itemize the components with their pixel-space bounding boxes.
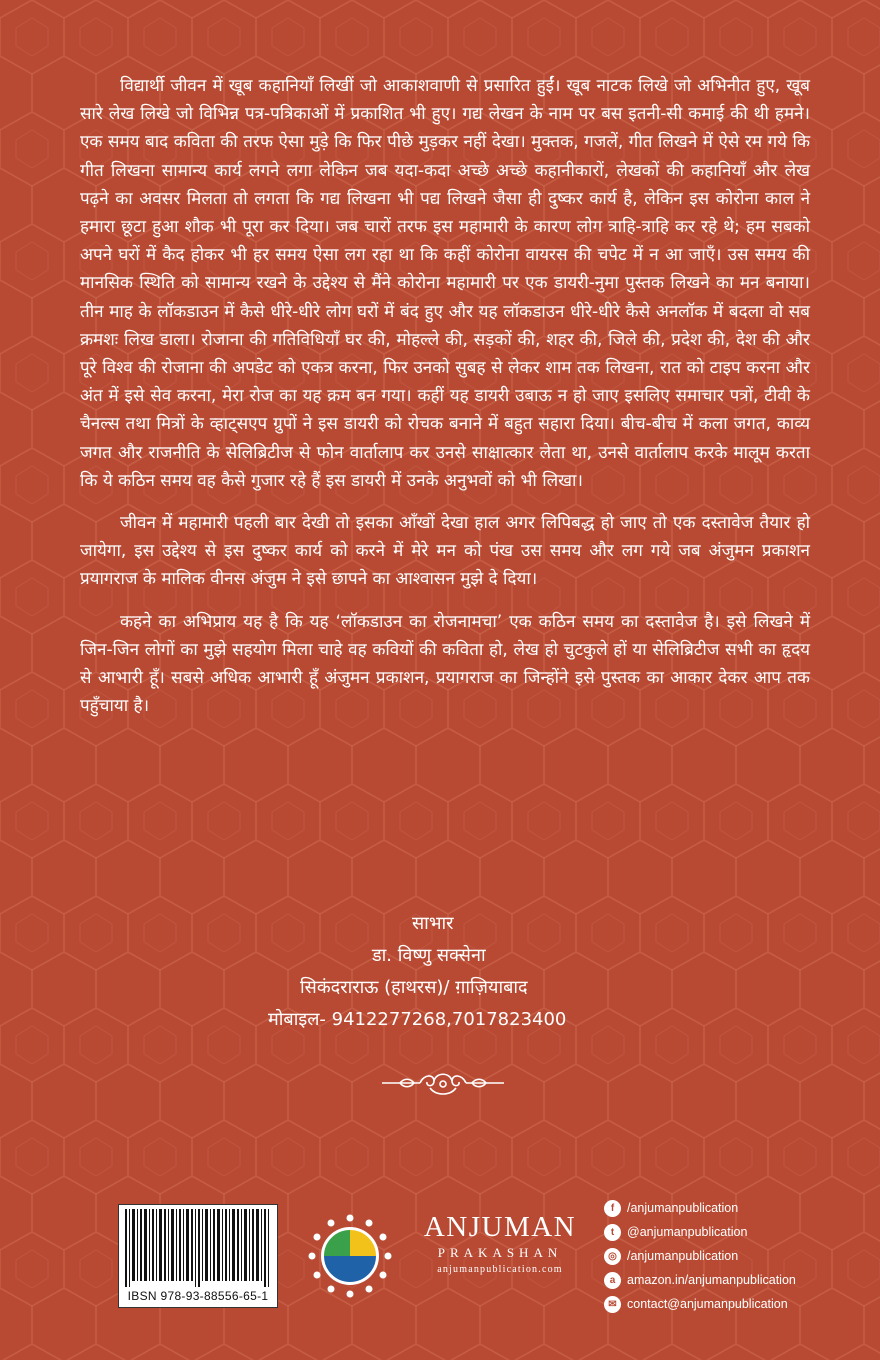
instagram-icon: ◎ (604, 1248, 621, 1265)
social-mail (604, 1292, 854, 1316)
paragraph-3: कहने का अभिप्राय यह है कि यह ‘लॉकडाउन का रोजनामचा’ एक कठिन समय का दस्तावेज है। इसे लिखने में जिन-जिन लोगों का मुझे सहयोग मिला चाहे वह कवियों की कविता हो, लेख हो चुटकुले हों या सेलिब्रिटीज सभी का हृदय से आभारी हूँ। सबसे अधिक आभारी हूँ अंजुमन प्रकाशन, प्रयागराज का जिन्होंने इसे पुस्तक का आकार देकर आप तक पहुँचाया है। (80, 611, 810, 717)
social-facebook-text: /anjumanpublication (627, 1201, 739, 1215)
signature-place: सिकंदराराऊ (हाथरस)/ ग़ाज़ियाबाद (300, 977, 528, 998)
facebook-icon: f (604, 1200, 621, 1217)
publisher-logo-icon (306, 1212, 394, 1300)
paragraph-1: विद्यार्थी जीवन में खूब कहानियाँ लिखीं जो आकाशवाणी से प्रसारित हुईं। खूब नाटक लिखे जो अभिनीत हुए, खूब सारे लेख लिखे जो विभिन्न पत्र-पत्रिकाओं में प्रकाशित भी हुए। गद्य लेखन के नाम पर बस इतनी-सी कमाई की थी हमने। एक समय बाद कविता की तरफ ऐसा मुड़े कि फिर पीछे मुड़कर नहीं देखा। मुक्तक, गजलें, गीत लिखने में ऐसे रम गये कि गीत लिखना सामान्य कार्य लगने लगा लेकिन जब यदा-कदा अच्छे अच्छे कहानीकारों, लेखकों की कहानियाँ और लेख पढ़ने का अवसर मिलता तो लगता कि गद्य लिखना भी पद्य लिखने जैसा ही दुष्कर कार्य है, लेकिन इस कोरोना काल ने हमारा छूटा हुआ शौक भी पूरा कर दिया। जब चारों तरफ इस महामारी के कारण लोग त्राहि-त्राहि कर रहे थे; हम सबको अपने घरों में कैद होकर भी हर समय ऐसा लग रहा था कि कहीं कोरोना वायरस की चपेट में न आ जाएँ। उस समय की मानसिक स्थिति को सामान्य रखने के उद्देश्य से मैंने कोरोना महामारी पर एक डायरी-नुमा पुस्तक लिखने का मन बनाया। तीन माह के लॉकडाउन में कैसे धीरे-धीरे लोग घरों में बंद हुए और यह लॉकडाउन धीरे-धीरे कैसे अनलॉक में बदला वो सब क्रमशः लिख डाला। रोजाना की गतिविधियाँ घर की, मोहल्ले की, सड़कों की, शहर की, जिले की, प्रदेश की, देश की और पूरे विश्व की रोजाना की अपडेट को एकत्र करना, फिर उनको सुबह से लेकर शाम तक लिखना, रात को टाइप करना और अंत में इसे सेव करना, मेरा रोज का यह क्रम बन गया। कहीं यह डायरी उबाऊ न हो जाए इसलिए समाचार पत्रों, टीवी के चैनल्स तथा मित्रों के व्हाट्सएप ग्रुपों ने इस डायरी को रोचक बनाने में बहुत सहारा दिया। बीच-बीच में कला जगत, काव्य जगत और राजनीति के सेलिब्रिटीज से फोन वार्तालाप कर उनसे साक्षात्कार लेता था, उनसे वार्तालाप करके मालूम करता कि ये कठिन समय वह कैसे गुजार रहे हैं इस डायरी में उनके अनुभवों को भी लिखा। (80, 76, 810, 491)
isbn-number: IBSN 978-93-88556-65-1 (127, 1289, 269, 1303)
isbn-barcode (118, 1204, 278, 1308)
mail-icon: ✉ (604, 1296, 621, 1313)
barcode-bars-icon (123, 1209, 273, 1287)
social-instagram-text: /anjumanpublication (627, 1249, 739, 1263)
publisher-sub: PRAKASHAN (437, 1245, 563, 1260)
publisher-url: anjumanpublication.com (437, 1264, 563, 1275)
ornament-divider-icon (380, 1068, 506, 1098)
publisher-name: ANJUMAN (423, 1211, 577, 1243)
signature-author: डा. विष्णु सक्सेना (372, 945, 486, 966)
social-twitter-text: @anjumanpublication (627, 1225, 748, 1239)
signature-thanks: साभार (412, 913, 454, 934)
social-twitter (604, 1220, 854, 1244)
social-mail-text: contact@anjumanpublication (627, 1297, 788, 1311)
social-instagram (604, 1244, 854, 1268)
signature-mobile: मोबाइल- 9412277268,7017823400 (268, 1009, 567, 1030)
paragraph-2: जीवन में महामारी पहली बार देखी तो इसका आँखों देखा हाल अगर लिपिबद्ध हो जाए तो एक दस्तावेज तैयार हो जायेगा, इस उद्देश्य से इस दुष्कर कार्य को करने में मेरे मन को पंख उस समय और लग गये जब अंजुमन प्रकाशन प्रयागराज के मालिक वीनस अंजुम ने इसे छापने का आश्वासन मुझे दे दिया। (80, 513, 810, 590)
social-facebook (604, 1196, 854, 1220)
social-amazon-text: amazon.in/anjumanpublication (627, 1273, 796, 1287)
social-amazon (604, 1268, 854, 1292)
body-text (80, 72, 810, 734)
twitter-icon: t (604, 1224, 621, 1241)
amazon-icon: a (604, 1272, 621, 1289)
publisher-brand (410, 1210, 590, 1278)
signature-block (268, 908, 620, 1036)
social-links (604, 1196, 854, 1316)
